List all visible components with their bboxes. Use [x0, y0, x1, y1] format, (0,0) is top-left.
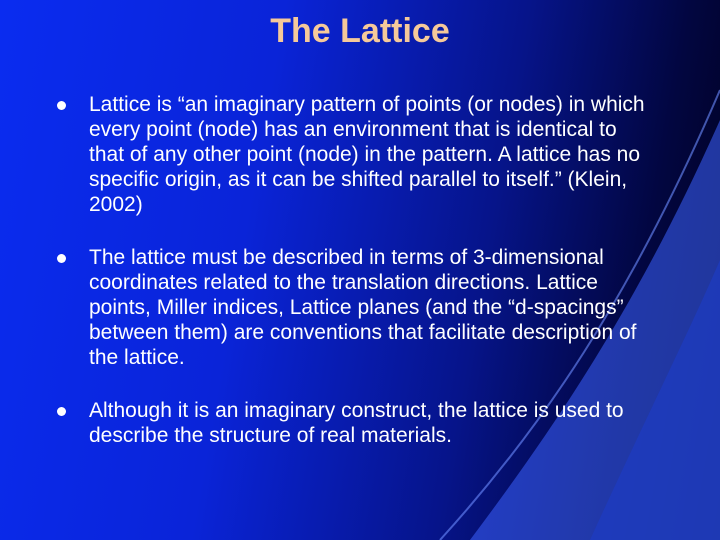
- bullet-list: [57, 92, 657, 448]
- bullet-item: [57, 92, 657, 217]
- bullet-item: [57, 245, 657, 370]
- bullet-dot-icon: [57, 101, 66, 110]
- bullet-text: Lattice is “an imaginary pattern of points (or nodes) in which every point (node) has an environment that is identical to that of any other point (node) in the pattern. A lattice has no specific origin, as it can be shifted parallel to itself.” (Klein, 2002): [89, 93, 645, 216]
- bullet-dot-icon: [57, 407, 66, 416]
- slide-title: The Lattice: [270, 12, 450, 50]
- bullet-dot-icon: [57, 254, 66, 263]
- bullet-text: The lattice must be described in terms of 3-dimensional coordinates related to the translation directions. Lattice points, Miller indices, Lattice planes (and the “d-spacings” between them) are conventions that facilitate description of the lattice.: [89, 246, 637, 369]
- bullet-text: Although it is an imaginary construct, the lattice is used to describe the structure of real materials.: [89, 399, 624, 447]
- bullet-item: [57, 398, 657, 448]
